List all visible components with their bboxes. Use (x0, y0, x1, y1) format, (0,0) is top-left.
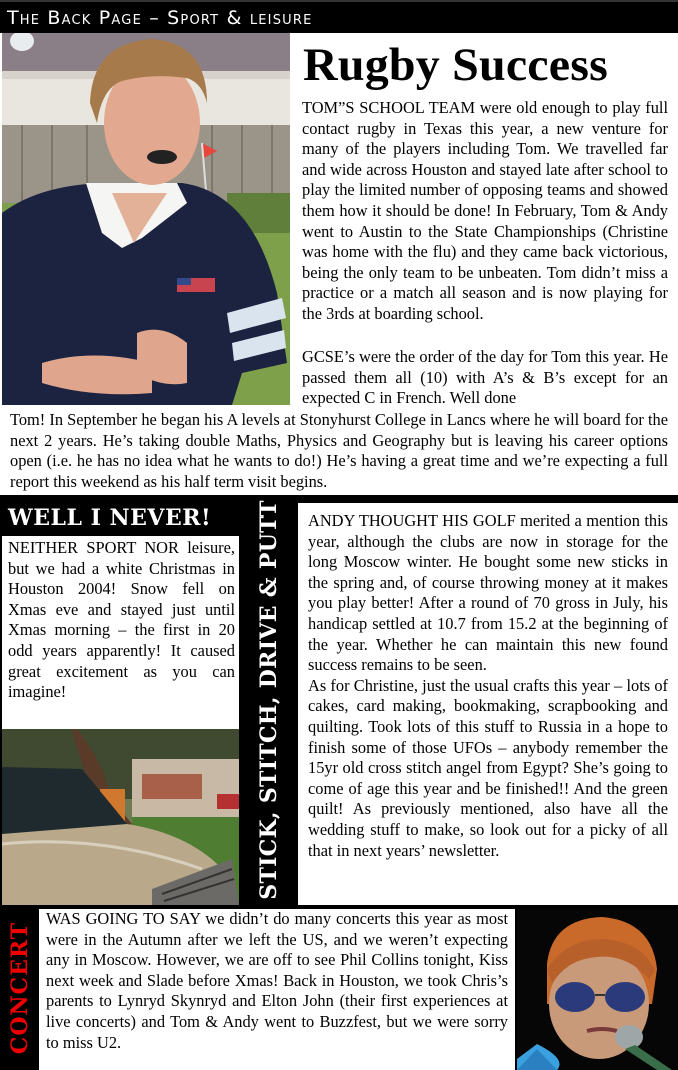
concert-section-title: CONCERT (7, 921, 33, 1055)
rugby-article (0, 33, 678, 495)
section-header-bar (0, 0, 678, 33)
article-title: Rugby Success (303, 39, 608, 91)
well-i-never-header (2, 503, 239, 536)
well-i-never-title: WELL I NEVER! (8, 505, 212, 531)
rugby-paragraph: TOM”S SCHOOL TEAM were old enough to play full contact rugby in Texas this year, a new venture for many of the players including Tom. We travelled far and wide across Houston and stayed late after school to play the limited number of opposing teams and showed them how it should be done! In February, Tom & Andy went to Austin to the State Championships (Christine was home with the flu) and they came back victorious, being the only team to be unbeaten. Tom didn’t miss a practice or a match all season and is now playing for the 3rds at boarding school. (302, 98, 668, 323)
golf-crafts-panel (298, 503, 678, 905)
golf-crafts-text (308, 511, 668, 861)
concert-section-band (0, 907, 38, 1070)
section-header-title: The Back Page – Sport & leisure (7, 7, 313, 29)
section-divider (0, 495, 678, 503)
crafts-paragraph: As for Christine, just the usual crafts this year – lots of cakes, card making, bookmaking, scrapbooking and quilting. Took lots of this stuff to Russia in a hope to finish some of those UFOs – anybody remember the 15yr old cross stitch angel from Egypt? She’s going to come of age this year and be finished!! And the green quilt! As previously mentioned, also have all the wedding stuff to make, so look out for a picky of all that in next years’ newsletter. (308, 675, 668, 860)
gcse-paragraph: GCSE’s were the order of the day for Tom this year. He passed them all (10) with A’s & B’s except for an expected C in French. Well done (302, 347, 668, 408)
a-levels-paragraph: Tom! In September he began his A levels at Stonyhurst College in Lancs where he will board for the next 2 years. He’s taking double Maths, Physics and Geography but is leaving his career options open (i.e. he has no idea what he wants to do!) He’s having a great time and we’re expecting a full report this weekend as his half term visit begins. (10, 410, 668, 491)
snowy-car-photo (2, 729, 239, 905)
rugby-player-photo (2, 33, 290, 405)
elton-john-photo (517, 909, 678, 1070)
well-i-never-panel (2, 536, 239, 729)
golf-section-band (241, 500, 297, 905)
concert-text: WAS GOING TO SAY we didn’t do many concerts this year as most were in the Autumn after we left the US, and we weren’t expecting any in Moscow. However, we are off to see Phil Collins tonight, Kiss next week and Slade before Xmas! Back in Houston, we took Chris’s parents to Lynryd Skynryd and Elton John (their first experiences at live concerts) and Tom & Andy went to Buzzfest, but we were sorry to miss U2. (46, 909, 508, 1052)
concert-panel (39, 909, 515, 1070)
well-i-never-text: NEITHER SPORT NOR leisure, but we had a white Christmas in Houston 2004! Snow fell on Xmas eve and stayed just until Xmas morning – the first in 20 odd years apparently! It caused great excitement as you can imagine! (8, 538, 235, 702)
golf-paragraph: ANDY THOUGHT HIS GOLF merited a mention this year, although the clubs are now in storage for the long Moscow winter. He bought some new sticks in the spring and, of course throwing money at it makes you play better! After a round of 70 gross in July, his handicap settled at 10.7 from 15.2 at the beginning of the year. Whether he can maintain this new found success remains to be seen. (308, 511, 668, 675)
golf-section-title: STICK, STITCH, DRIVE & PUTT (256, 500, 282, 900)
